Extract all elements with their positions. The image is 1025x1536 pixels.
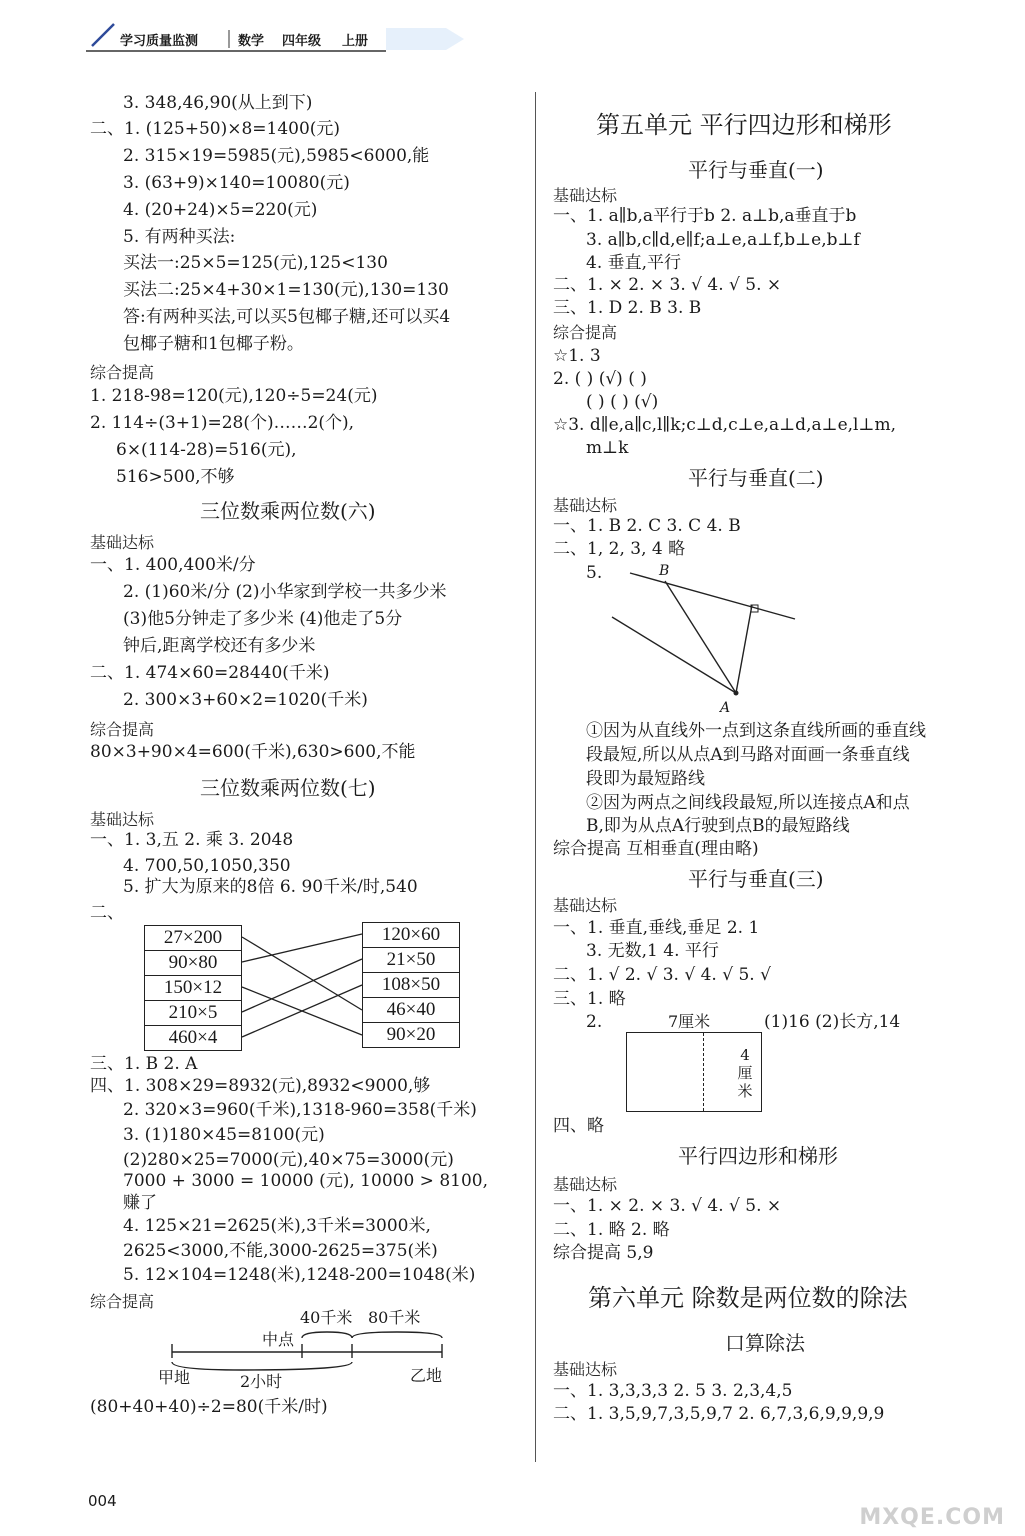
answer-line: 一、1. B 2. C 3. C 4. B <box>553 516 741 536</box>
answer-line: 二、1, 2, 3, 4 略 <box>553 539 686 559</box>
header-series: 学习质量监测 <box>120 34 199 49</box>
answer-line: 三、1. B 2. A <box>90 1054 198 1074</box>
answer-line: 一、1. 3,五 2. 乘 3. 2048 <box>90 830 294 850</box>
answer-line: 一、1. × 2. × 3. √ 4. √ 5. × <box>553 1196 782 1216</box>
answer-line: 80×3+90×4=600(千米),630>600,不能 <box>90 742 416 762</box>
answer-line: 4. 700,50,1050,350 <box>123 856 291 876</box>
route-from: 甲地 <box>158 1368 191 1387</box>
pen-icon <box>92 24 114 46</box>
page-header <box>86 22 476 54</box>
answer-line: 2625<3000,不能,3000-2625=375(米) <box>123 1241 438 1261</box>
answer-line: ☆1. 3 <box>553 346 601 366</box>
section-label: 综合提高 <box>90 720 155 739</box>
answer-line: 4. (20+24)×5=220(元) <box>123 200 318 220</box>
answer-line: 2. 315×19=5985(元),5985<6000,能 <box>123 146 430 166</box>
answer-line: 2. <box>586 1012 603 1032</box>
answer-line: (80+40+40)÷2=80(千米/时) <box>90 1397 328 1417</box>
answer-line: ( ) ( ) (√) <box>586 392 659 412</box>
answer-line: 3. (1)180×45=8100(元) <box>123 1125 325 1145</box>
answer-line: 四、1. 308×29=8932(元),8932<9000,够 <box>90 1076 431 1096</box>
lesson-heading: 三位数乘两位数(七) <box>200 776 376 800</box>
section-label: 综合提高 <box>90 1292 155 1311</box>
perpendicular-diagram <box>600 565 820 715</box>
unit-heading: 第六单元 除数是两位数的除法 <box>588 1284 908 1312</box>
perpendicular-segment <box>736 605 752 693</box>
road-line <box>612 617 736 693</box>
lesson-heading: 平行与垂直(一) <box>688 158 824 182</box>
answer-line: 二、1. √ 2. √ 3. √ 4. √ 5. √ <box>553 965 771 985</box>
column-divider <box>535 92 536 1462</box>
answer-line: ①因为从直线外一点到这条直线所画的垂直线 <box>586 721 926 741</box>
answer-line: 二、1. 略 2. 略 <box>553 1220 670 1240</box>
route-mid: 中点 <box>262 1330 295 1349</box>
answer-line: 二、1. (125+50)×8=1400(元) <box>90 119 341 139</box>
match-left-item: 210×5 <box>145 1001 241 1026</box>
header-volume: 上册 <box>342 34 369 49</box>
lesson-heading: 平行与垂直(二) <box>688 466 824 490</box>
answer-line: 2. 114÷(3+1)=28(个)……2(个), <box>90 413 355 433</box>
answer-line: 买法二:25×4+30×1=130(元),130=130 <box>123 280 449 300</box>
segment-AB <box>665 581 736 693</box>
answer-line: 四、略 <box>553 1116 604 1136</box>
brace-40 <box>302 1332 352 1338</box>
route-to: 乙地 <box>410 1366 443 1385</box>
match-line <box>242 937 362 1010</box>
answer-line: 一、1. 3,3,3,3 2. 5 3. 2,3,4,5 <box>553 1381 793 1401</box>
answer-line: 516>500,不够 <box>116 467 235 487</box>
section-label: 基础达标 <box>553 1360 618 1379</box>
answer-line: 1. 218-98=120(元),120÷5=24(元) <box>90 386 378 406</box>
rect-side-label: 4厘米 <box>737 1046 753 1100</box>
match-left-item: 90×80 <box>145 951 241 976</box>
match-line <box>242 985 362 1037</box>
answer-line: 5. 有两种买法: <box>123 227 236 247</box>
label-B: B <box>659 563 670 579</box>
answer-line: 答:有两种买法,可以买5包椰子糖,还可以买4 <box>123 307 451 327</box>
answer-line: ②因为两点之间线段最短,所以连接点A和点 <box>586 793 910 813</box>
section-label: 基础达标 <box>553 496 618 515</box>
answer-line: 赚了 <box>123 1193 157 1213</box>
match-right-item: 120×60 <box>363 923 459 948</box>
rect-top-label: 7厘米 <box>668 1012 711 1031</box>
answer-line: 2. ( ) (√) ( ) <box>553 369 647 389</box>
page-number: 004 <box>88 1492 117 1510</box>
answer-line: B,即为从点A行驶到点B的最短路线 <box>586 816 850 836</box>
answer-line: 3. (63+9)×140=10080(元) <box>123 173 350 193</box>
watermark: MXQE.COM <box>859 1505 1005 1530</box>
brace-80 <box>352 1332 442 1338</box>
answer-line: 钟后,距离学校还有多少米 <box>123 636 316 656</box>
section-label: 综合提高 <box>553 323 618 342</box>
answer-line: 二、1. 3,5,9,7,3,5,9,7 2. 6,7,3,6,9,9,9,9 <box>553 1404 885 1424</box>
section-label: 基础达标 <box>553 896 618 915</box>
answer-line: (1)16 (2)长方,14 <box>764 1012 901 1032</box>
lesson-heading: 口算除法 <box>725 1331 805 1355</box>
match-right-item: 108×50 <box>363 973 459 998</box>
answer-line: 5. 扩大为原来的8倍 6. 90千米/时,540 <box>123 877 418 897</box>
section-label: 基础达标 <box>90 533 155 552</box>
answer-line: (3)他5分钟走了多少米 (4)他走了5分 <box>123 609 403 629</box>
answer-line: 3. 无数,1 4. 平行 <box>586 941 719 961</box>
route-seg2: 80千米 <box>368 1308 421 1327</box>
answer-line: 2. 320×3=960(千米),1318-960=358(千米) <box>123 1100 477 1120</box>
answer-line: 7000 + 3000 = 10000 (元), 10000 > 8100, <box>123 1171 488 1191</box>
lesson-heading: 平行四边形和梯形 <box>678 1144 838 1168</box>
answer-line: 买法一:25×5=125(元),125<130 <box>123 253 388 273</box>
lesson-heading: 平行与垂直(三) <box>688 867 824 891</box>
match-left-box <box>144 925 242 1051</box>
section-label: 基础达标 <box>90 810 155 829</box>
fold-line <box>703 1033 704 1111</box>
answer-line: m⊥k <box>586 438 629 458</box>
section-label: 基础达标 <box>553 186 618 205</box>
match-line <box>242 959 362 1012</box>
answer-line: ☆3. d∥e,a∥c,l∥k;c⊥d,c⊥e,a⊥d,a⊥e,l⊥m, <box>553 415 897 435</box>
match-right-item: 21×50 <box>363 948 459 973</box>
section-label: 综合提高 <box>90 363 155 382</box>
match-line <box>242 934 362 962</box>
point-A <box>734 691 739 696</box>
answer-line: 二、 <box>90 903 124 923</box>
answer-line: 3. a∥b,c∥d,e∥f;a⊥e,a⊥f,b⊥e,b⊥f <box>586 230 860 250</box>
unit-heading: 第五单元 平行四边形和梯形 <box>596 111 892 139</box>
answer-line: 一、1. 垂直,垂线,垂足 2. 1 <box>553 918 760 938</box>
match-right-item: 46×40 <box>363 998 459 1023</box>
answer-line: 综合提高 5,9 <box>553 1243 654 1263</box>
answer-line: 2. 300×3+60×2=1020(千米) <box>123 690 368 710</box>
answer-line: 5. <box>586 563 603 583</box>
answer-line: 二、1. 474×60=28440(千米) <box>90 663 330 683</box>
answer-line: 综合提高 互相垂直(理由略) <box>553 839 759 859</box>
answer-line: (2)280×25=7000(元),40×75=3000(元) <box>123 1150 454 1170</box>
brace-2h <box>172 1362 352 1370</box>
answer-line: 段即为最短路线 <box>586 769 705 789</box>
road-line <box>630 573 795 619</box>
answer-line: 4. 125×21=2625(米),3千米=3000米, <box>123 1216 431 1236</box>
answer-line: 段最短,所以从点A到马路对面画一条垂直线 <box>586 745 910 765</box>
label-A: A <box>720 700 731 716</box>
answer-line: 6×(114-28)=516(元), <box>116 440 297 460</box>
lesson-heading: 三位数乘两位数(六) <box>200 499 376 523</box>
answer-line: 3. 348,46,90(从上到下) <box>123 93 313 113</box>
answer-line: 5. 12×104=1248(米),1248-200=1048(米) <box>123 1265 476 1285</box>
match-left-item: 150×12 <box>145 976 241 1001</box>
section-label: 基础达标 <box>553 1175 618 1194</box>
answer-line: 二、1. × 2. × 3. √ 4. √ 5. × <box>553 275 782 295</box>
answer-line: 4. 垂直,平行 <box>586 253 682 273</box>
answer-line: 一、1. a∥b,a平行于b 2. a⊥b,a垂直于b <box>553 206 857 226</box>
match-right-item: 90×20 <box>386 1024 436 1045</box>
answer-line: 2. (1)60米/分 (2)小华家到学校一共多少米 <box>123 582 447 602</box>
match-left-item: 460×4 <box>168 1027 218 1048</box>
answer-line: 包椰子糖和1包椰子粉。 <box>123 334 304 354</box>
route-time: 2小时 <box>240 1372 283 1391</box>
answer-line: 一、1. 400,400米/分 <box>90 555 256 575</box>
match-left-item: 27×200 <box>145 926 241 951</box>
header-subject: 数学 <box>238 34 265 49</box>
header-grade: 四年级 <box>282 34 322 49</box>
match-right-box <box>362 922 460 1048</box>
answer-line: 三、1. 略 <box>553 989 626 1009</box>
route-seg1: 40千米 <box>300 1308 353 1327</box>
answer-line: 三、1. D 2. B 3. B <box>553 298 702 318</box>
match-line <box>242 987 362 1035</box>
